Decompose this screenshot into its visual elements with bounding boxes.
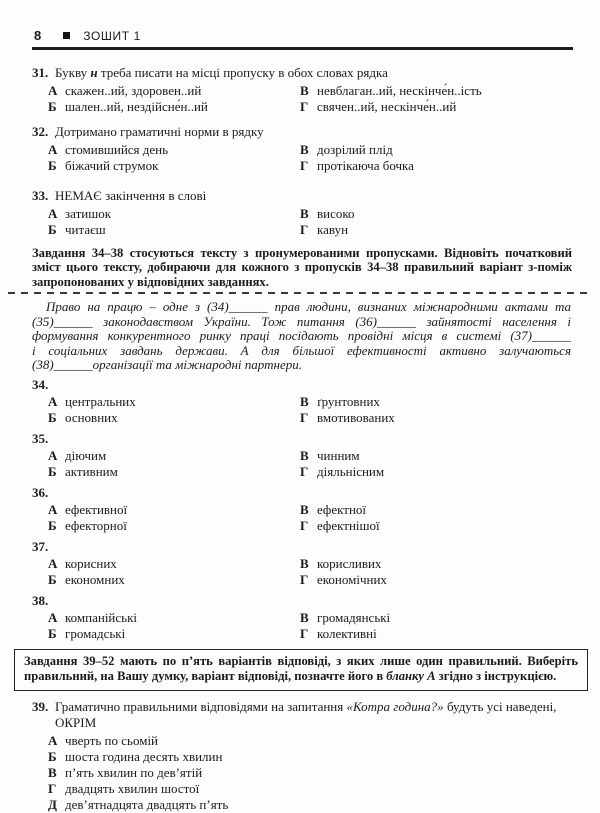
- option-text: центральних: [65, 393, 136, 409]
- option-letter: Г: [300, 158, 309, 174]
- option-v: [300, 394, 572, 411]
- option-text: основних: [65, 410, 118, 426]
- option-text: ґрунтовних: [317, 393, 380, 409]
- option-v: [300, 83, 572, 100]
- question-number: 34.: [32, 376, 49, 392]
- option-a: [48, 733, 572, 749]
- option-b: [48, 572, 300, 589]
- option-letter: Б: [48, 99, 57, 115]
- instruction-text-part: Завдання 39–52 мають по п’ять варіантів відповіді, з яких лише один правильний. Виберіть правильний, на Вашу думку, варіант відповіді, позначте його в: [24, 653, 578, 684]
- option-text: стомившийся день: [65, 141, 169, 157]
- option-letter: Г: [48, 780, 57, 796]
- option-letter: А: [48, 141, 58, 157]
- question-number: 31.: [32, 64, 49, 80]
- option-letter: А: [48, 393, 58, 409]
- option-text: діючим: [65, 447, 107, 463]
- option-b: [48, 518, 300, 535]
- option-letter: В: [300, 609, 309, 625]
- option-a: [48, 142, 300, 159]
- option-text: шоста година десять хвилин: [65, 748, 223, 764]
- option-g: [300, 158, 572, 175]
- options-grid: [48, 394, 572, 427]
- question-38: [32, 593, 572, 643]
- option-text: чинним: [317, 447, 360, 463]
- question-32: [32, 123, 572, 175]
- option-text: ефектнішої: [317, 518, 380, 534]
- option-text: біжачий струмок: [65, 158, 159, 174]
- option-letter: В: [300, 141, 309, 157]
- option-b: [48, 410, 300, 427]
- option-a: [48, 206, 300, 223]
- passage-line: і соціальних завдань держави. А для більшої ефективності активно залучаються: [32, 342, 571, 358]
- option-text: протікаюча бочка: [317, 158, 414, 174]
- question-text-part: Букву: [55, 64, 91, 80]
- question-text-part: Граматично правильними відповідями на запитання: [55, 698, 347, 714]
- option-letter: Б: [48, 410, 57, 426]
- question-39: [32, 699, 572, 813]
- options-grid: [48, 142, 572, 175]
- option-text: дев’ятнадцята двадцять п’ять: [65, 796, 229, 812]
- option-letter: В: [300, 447, 309, 463]
- option-b: [48, 626, 300, 643]
- option-letter: В: [300, 205, 309, 221]
- question-number: 35.: [32, 430, 49, 446]
- option-g: [300, 572, 572, 589]
- option-letter: Б: [48, 158, 57, 174]
- question-34: [32, 377, 572, 427]
- question-text: НЕМАЄ закінчення в слові: [55, 187, 207, 203]
- header-title: ЗОШИТ 1: [83, 28, 141, 43]
- option-v: [300, 502, 572, 519]
- option-letter: Б: [48, 464, 57, 480]
- option-letter: Б: [48, 748, 57, 764]
- question-number: 36.: [32, 484, 49, 500]
- page-number: 8: [34, 28, 42, 43]
- option-text: п’ять хвилин по дев’ятій: [65, 764, 203, 780]
- option-text: високо: [317, 205, 355, 221]
- question-text: [55, 64, 572, 81]
- option-v: [300, 206, 572, 223]
- option-text: чверть по сьомій: [65, 732, 159, 748]
- option-text: свячен..ий, нескінче́н..ий: [317, 99, 457, 115]
- options-grid: [48, 502, 572, 535]
- instruction-text-emphasis: бланку А: [386, 669, 436, 684]
- question-number: 32.: [32, 123, 49, 139]
- option-text: читаєш: [65, 222, 106, 238]
- passage-line: Право на працю – одне з (34)______ прав людини, визнаних міжнародними актами та: [46, 299, 571, 315]
- option-g: [300, 222, 572, 239]
- passage-line: (38)______організації та міжнародні партнери.: [32, 357, 302, 373]
- fill-in-instruction: Завдання 34–38 стосуються тексту з пронумерованими пропусками. Відновіть початковий зміст цього тексту, добираючи для кожного з пропусків 34–38 правильний варіант з-поміж запропонованих у відповідних завданнях.: [32, 245, 572, 289]
- option-text: ефективної: [65, 501, 128, 517]
- option-text: шален..ий, нездійсне́н..ий: [65, 99, 208, 115]
- option-v: [300, 142, 572, 159]
- option-letter: В: [300, 501, 309, 517]
- option-a: [48, 448, 300, 465]
- question-text: [55, 699, 572, 731]
- option-letter: В: [300, 393, 309, 409]
- square-bullet-icon: [63, 32, 70, 39]
- option-letter: Г: [300, 518, 309, 534]
- question-number: 37.: [32, 538, 49, 554]
- option-v: [300, 556, 572, 573]
- header-divider: [32, 47, 573, 50]
- option-v: [48, 765, 572, 781]
- option-g: [300, 464, 572, 481]
- question-text-part: будуть усі наведені, ОКРІМ: [55, 698, 557, 730]
- option-letter: Г: [300, 99, 309, 115]
- option-letter: А: [48, 205, 58, 221]
- option-text: двадцять хвилин шостої: [65, 780, 200, 796]
- option-letter: А: [48, 447, 58, 463]
- option-text: затишок: [65, 205, 112, 221]
- option-letter: А: [48, 501, 58, 517]
- question-text-emphasis: «Котра година?»: [346, 698, 444, 714]
- option-letter: А: [48, 609, 58, 625]
- option-text: економічних: [317, 572, 387, 588]
- question-33: [32, 187, 572, 239]
- option-text: кавун: [317, 222, 349, 238]
- option-letter: В: [300, 555, 309, 571]
- fill-in-passage: [32, 300, 571, 373]
- option-v: [300, 448, 572, 465]
- option-letter: Г: [300, 222, 309, 238]
- option-text: ефектної: [317, 501, 367, 517]
- option-letter: Г: [300, 572, 309, 588]
- question-36: [32, 485, 572, 535]
- question-text-part: треба писати на місці пропуску в обох словах рядка: [97, 64, 388, 80]
- option-text: громадські: [65, 626, 126, 642]
- option-a: [48, 610, 300, 627]
- page-header: [32, 28, 572, 43]
- option-a: [48, 556, 300, 573]
- option-g: [48, 781, 572, 797]
- option-letter: Г: [300, 410, 309, 426]
- option-text: корисливих: [317, 555, 382, 571]
- option-b: [48, 99, 300, 116]
- option-text: скажен..ий, здоровен..ий: [65, 82, 202, 98]
- options-grid: [48, 206, 572, 239]
- question-37: [32, 539, 572, 589]
- option-text: економних: [65, 572, 125, 588]
- option-text: діяльнісним: [317, 464, 385, 480]
- question-text-emphasis: н: [90, 64, 98, 80]
- option-letter: Б: [48, 222, 57, 238]
- question-number: 39.: [32, 698, 49, 714]
- option-a: [48, 502, 300, 519]
- question-number: 38.: [32, 592, 49, 608]
- option-letter: А: [48, 82, 58, 98]
- question-text: Дотримано граматичні норми в рядку: [55, 123, 264, 139]
- question-35: [32, 431, 572, 481]
- option-g: [300, 626, 572, 643]
- option-v: [300, 610, 572, 627]
- option-letter: В: [48, 764, 57, 780]
- option-text: ефекторної: [65, 518, 127, 534]
- option-letter: Г: [300, 626, 309, 642]
- option-letter: А: [48, 555, 58, 571]
- options-list: [48, 733, 572, 813]
- option-g: [300, 410, 572, 427]
- options-grid: [48, 83, 572, 116]
- option-a: [48, 83, 300, 100]
- option-g: [300, 99, 572, 116]
- options-grid: [48, 448, 572, 481]
- option-g: [300, 518, 572, 535]
- question-number: 33.: [32, 187, 49, 203]
- passage-line: (35)______ законодавством України. Тож питання (36)______ зайнятості населення і: [32, 313, 571, 329]
- option-b: [48, 749, 572, 765]
- dashed-divider: [8, 292, 592, 294]
- instruction-text-part: згідно з інструкцією.: [435, 669, 557, 684]
- option-b: [48, 158, 300, 175]
- options-grid: [48, 610, 572, 643]
- option-a: [48, 394, 300, 411]
- option-b: [48, 464, 300, 481]
- option-text: активним: [65, 464, 118, 480]
- option-b: [48, 222, 300, 239]
- option-text: корисних: [65, 555, 117, 571]
- options-grid: [48, 556, 572, 589]
- option-text: невблаган..ий, нескінче́н..ість: [317, 82, 482, 98]
- question-31: [32, 64, 572, 116]
- option-text: вмотивованих: [317, 410, 395, 426]
- passage-line: формування конкурентного ринку праці посідають провідні місця в системі (37)______: [32, 328, 571, 344]
- option-letter: Г: [300, 464, 309, 480]
- option-text: громадянські: [317, 609, 391, 625]
- option-text: колективні: [317, 626, 377, 642]
- option-text: компанійські: [65, 609, 138, 625]
- instruction-box: [14, 649, 588, 691]
- option-letter: Б: [48, 626, 57, 642]
- option-letter: А: [48, 732, 58, 748]
- option-text: дозрілий плід: [317, 141, 393, 157]
- option-letter: В: [300, 82, 309, 98]
- option-letter: Б: [48, 518, 57, 534]
- option-letter: Б: [48, 572, 57, 588]
- option-letter: Д: [48, 796, 57, 812]
- option-d: [48, 797, 572, 813]
